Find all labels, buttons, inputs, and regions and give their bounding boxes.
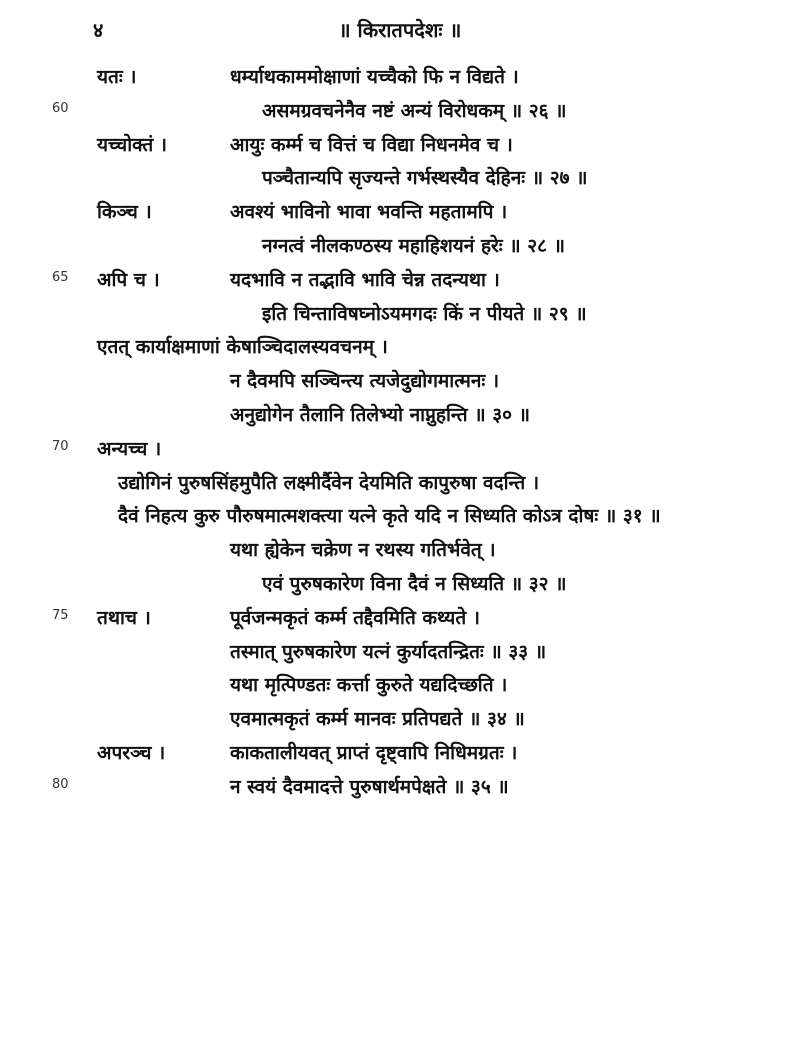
speaker-label: किञ्च । — [97, 201, 152, 224]
text-line — [0, 601, 800, 635]
text-line — [0, 668, 800, 702]
text-line — [0, 499, 800, 533]
verse-text: इति चिन्ताविषघ्नोऽयमगदः किं न पीयते ॥ २९ ॥ — [262, 302, 587, 325]
speaker-label: एतत् कार्याक्षमाणां केषाञ्चिदालस्यवचनम् । — [97, 336, 388, 359]
verse-text: पूर्वजन्मकृतं कर्म्म तद्दैवमिति कथ्यते । — [230, 606, 480, 629]
verse-text: उद्योगिनं पुरुषसिंहमुपैति लक्ष्मीर्दैवेन देयमिति कापुरुषा वदन्ति । — [118, 471, 540, 494]
verse-text: एवं पुरुषकारेण विना दैवं न सिध्यति ॥ ३२ ॥ — [262, 573, 567, 595]
text-line — [0, 466, 800, 500]
page-header — [0, 10, 800, 50]
verse-text: यदभावि न तद्भावि भावि चेन्न तदन्यथा । — [230, 268, 500, 291]
verse-text: पञ्चैतान्यपि सृज्यन्ते गर्भस्थस्यैव देहिनः ॥ २७ ॥ — [262, 167, 588, 190]
verse-text: न दैवमपि सञ्चिन्त्य त्यजेदुद्योगमात्मनः । — [230, 370, 500, 393]
text-line — [0, 229, 800, 263]
verse-text: यथा मृत्पिण्डतः कर्त्ता कुरुते यद्यदिच्छति । — [230, 674, 508, 697]
text-line — [0, 702, 800, 736]
verse-text: यथा ह्येकेन चक्रेण न रथस्य गतिर्भवेत् । — [230, 539, 496, 562]
line-number: 60 — [52, 100, 69, 116]
text-line — [0, 770, 800, 804]
verse-text: दैवं निहत्य कुरु पौरुषमात्मशक्त्या यत्ने कृते यदि न सिध्यति कोऽत्र दोषः ॥ ३१ ॥ — [118, 505, 661, 528]
text-line — [0, 128, 800, 162]
text-line — [0, 432, 800, 466]
running-title: ॥ किरातपदेशः ॥ — [338, 18, 462, 42]
verse-text: एवमात्मकृतं कर्म्म मानवः प्रतिपद्यते ॥ ३४ ॥ — [230, 708, 525, 731]
verse-text: तस्मात् पुरुषकारेण यत्नं कुर्यादतन्द्रितः ॥ ३३ ॥ — [230, 640, 547, 663]
text-line — [0, 533, 800, 567]
text-line — [0, 330, 800, 364]
line-number: 80 — [52, 776, 69, 792]
text-line — [0, 297, 800, 331]
text-line — [0, 60, 800, 94]
text-line — [0, 161, 800, 195]
line-number: 65 — [52, 269, 69, 285]
text-line — [0, 398, 800, 432]
verse-text: आयुः कर्म्म च वित्तं च विद्या निधनमेव च । — [230, 133, 513, 156]
speaker-label: अपरञ्च । — [97, 742, 166, 764]
speaker-label: यतः । — [97, 66, 137, 88]
speaker-label: यच्चोक्तं । — [97, 133, 167, 156]
text-line — [0, 263, 800, 297]
verse-text: न स्वयं दैवमादत्ते पुरुषार्थमपेक्षते ॥ ३५ ॥ — [230, 775, 509, 798]
verse-text: अवश्यं भाविनो भावा भवन्ति महतामपि । — [230, 201, 508, 224]
text-line — [0, 195, 800, 229]
verse-text: असमग्रवचनेनैव नष्टं अन्यं विरोधकम् ॥ २६ ॥ — [262, 99, 567, 122]
text-line — [0, 736, 800, 770]
verse-text: काकतालीयवत् प्राप्तं दृष्ट्वापि निधिमग्रतः । — [230, 742, 518, 764]
verse-text: अनुद्योगेन तैलानि तिलेभ्यो नाप्नुहन्ति ॥ ३० ॥ — [230, 404, 530, 426]
line-number: 75 — [52, 607, 69, 623]
verse-text: नग्नत्वं नीलकण्ठस्य महाहिशयनं हरेः ॥ २८ ॥ — [262, 235, 566, 257]
speaker-label: अपि च । — [97, 268, 160, 291]
speaker-label: अन्यच्च । — [97, 437, 162, 460]
speaker-label: तथाच । — [97, 606, 151, 629]
verse-text: धर्म्याथकाममोक्षाणां यच्चैको फि न विद्यते । — [230, 66, 519, 88]
line-number: 70 — [52, 438, 69, 454]
text-line — [0, 364, 800, 398]
page-number: ४ — [93, 18, 104, 42]
text-line — [0, 567, 800, 601]
text-line — [0, 94, 800, 128]
text-line — [0, 635, 800, 669]
